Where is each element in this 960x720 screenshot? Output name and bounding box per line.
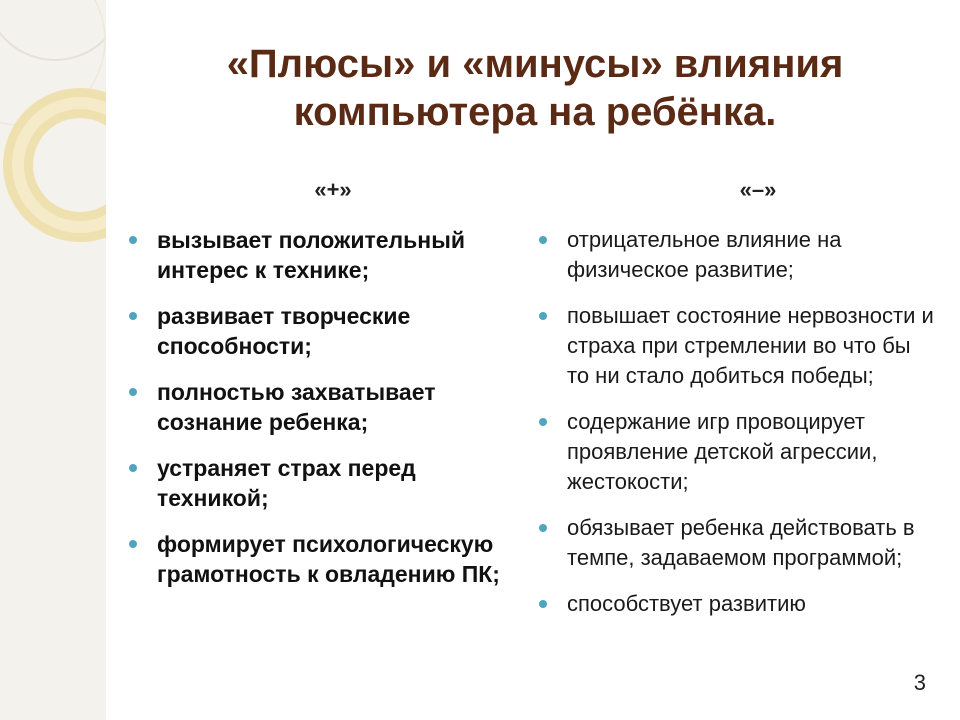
minus-list-item — [538, 513, 938, 573]
minus-item-text: отрицательное влияние на физическое развитие; — [567, 227, 842, 282]
minus-item-text: способствует развитию — [567, 591, 806, 616]
decorative-rings-graphic — [0, 0, 106, 720]
bullet-dot-icon — [129, 540, 137, 548]
plus-list-item — [128, 301, 518, 361]
slide-title — [110, 40, 960, 136]
bullet-dot-icon — [129, 312, 137, 320]
bullet-dot-icon — [129, 236, 137, 244]
minus-list-item — [538, 225, 938, 285]
plus-list-item — [128, 453, 518, 513]
bullet-dot-icon — [129, 464, 137, 472]
plus-list-item — [128, 377, 518, 437]
plus-list-item — [128, 225, 518, 285]
minus-heading: «–» — [739, 177, 777, 202]
plus-list — [128, 225, 518, 589]
plus-item-text: устраняет страх перед техникой; — [157, 455, 416, 511]
plus-heading: «+» — [314, 177, 352, 202]
plus-item-text: развивает творческие способности; — [157, 303, 411, 359]
minus-column — [538, 175, 938, 635]
minus-list — [538, 225, 938, 619]
page-number: 3 — [913, 670, 926, 695]
minus-item-text: обязывает ребенка действовать в темпе, задаваемом программой; — [567, 515, 915, 570]
plus-column — [128, 175, 518, 605]
minus-list-item — [538, 589, 938, 619]
bullet-dot-icon — [539, 236, 547, 244]
plus-item-text: формирует психологическую грамотность к овладению ПК; — [157, 531, 500, 587]
plus-item-text: полностью захватывает сознание ребенка; — [157, 379, 436, 435]
minus-list-item — [538, 407, 938, 497]
bullet-dot-icon — [539, 524, 547, 532]
minus-item-text: повышает состояние нервозности и страха при стремлении во что бы то ни стало добиться победы; — [567, 303, 934, 388]
bullet-dot-icon — [129, 388, 137, 396]
bullet-dot-icon — [539, 312, 547, 320]
decorative-sidebar — [0, 0, 106, 720]
bullet-dot-icon — [539, 418, 547, 426]
plus-list-item — [128, 529, 518, 589]
slide-title-line-1: «Плюсы» и «минусы» влияния — [226, 42, 844, 86]
minus-item-text: содержание игр провоцирует проявление детской агрессии, жестокости; — [567, 409, 878, 494]
slide-title-line-2: компьютера на ребёнка. — [293, 90, 777, 134]
plus-item-text: вызывает положительный интерес к технике; — [157, 227, 465, 283]
bullet-dot-icon — [539, 600, 547, 608]
minus-list-item — [538, 301, 938, 391]
